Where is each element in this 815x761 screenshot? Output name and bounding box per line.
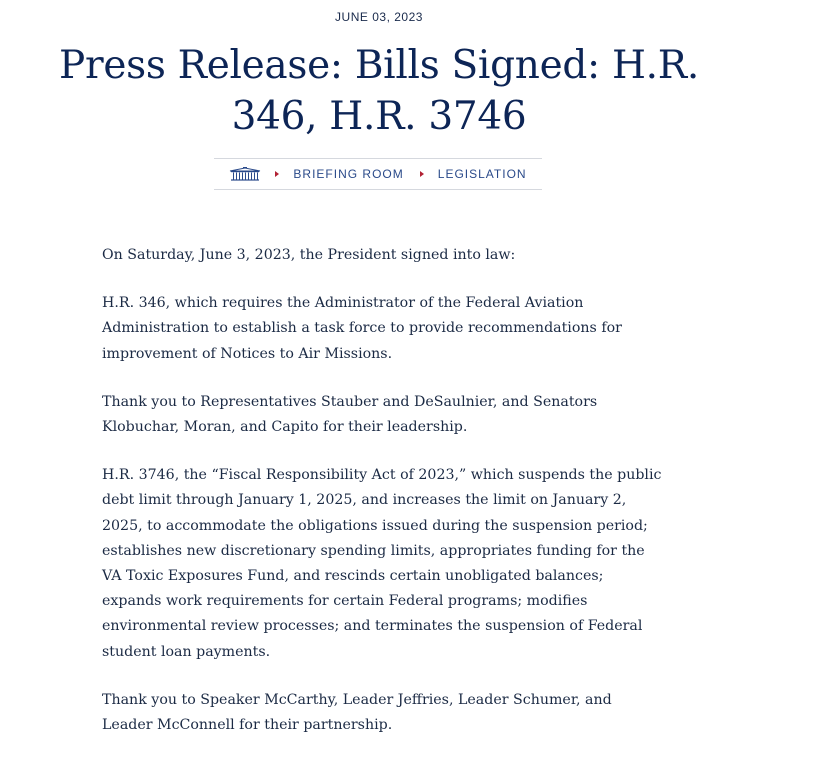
publish-date: JUNE 03, 2023 xyxy=(335,10,423,24)
page-title: Press Release: Bills Signed: H.R. 346, H.R. 3746 xyxy=(59,43,699,139)
breadcrumb-legislation-link[interactable]: LEGISLATION xyxy=(437,167,527,181)
white-house-icon xyxy=(229,167,261,181)
breadcrumb-home-link[interactable] xyxy=(229,167,261,181)
breadcrumb-briefing-room-link[interactable]: BRIEFING ROOM xyxy=(293,167,404,181)
hr3746-paragraph: H.R. 3746, the “Fiscal Responsibility Act of 2023,” which suspends the public debt limit through January 1, 2025, and increases the limit on January 2, 2025, to accommodate the obligations issued during the suspension period; establishes new discretionary spending limits, appropriates funding for the VA Toxic Exposures Fund, and rescinds certain unobligated balances; expands work requirements for certain Federal programs; modifies environmental review processes; and terminates the suspension of Federal student loan payments. xyxy=(102,467,662,660)
breadcrumb-separator-icon xyxy=(420,171,424,177)
hr3746-thanks-paragraph: Thank you to Speaker McCarthy, Leader Jeffries, Leader Schumer, and Leader McConnell for their partnership. xyxy=(102,691,612,734)
hr346-paragraph: H.R. 346, which requires the Administrator of the Federal Aviation Administration to establish a task force to provide recommendations for improvement of Notices to Air Missions. xyxy=(102,295,622,362)
breadcrumb xyxy=(214,158,542,190)
hr346-thanks-paragraph: Thank you to Representatives Stauber and DeSaulnier, and Senators Klobuchar, Moran, and Capito for their leadership. xyxy=(102,393,598,436)
intro-paragraph: On Saturday, June 3, 2023, the President signed into law: xyxy=(102,247,516,263)
press-release-body xyxy=(102,243,662,761)
breadcrumb-separator-icon xyxy=(275,171,279,177)
